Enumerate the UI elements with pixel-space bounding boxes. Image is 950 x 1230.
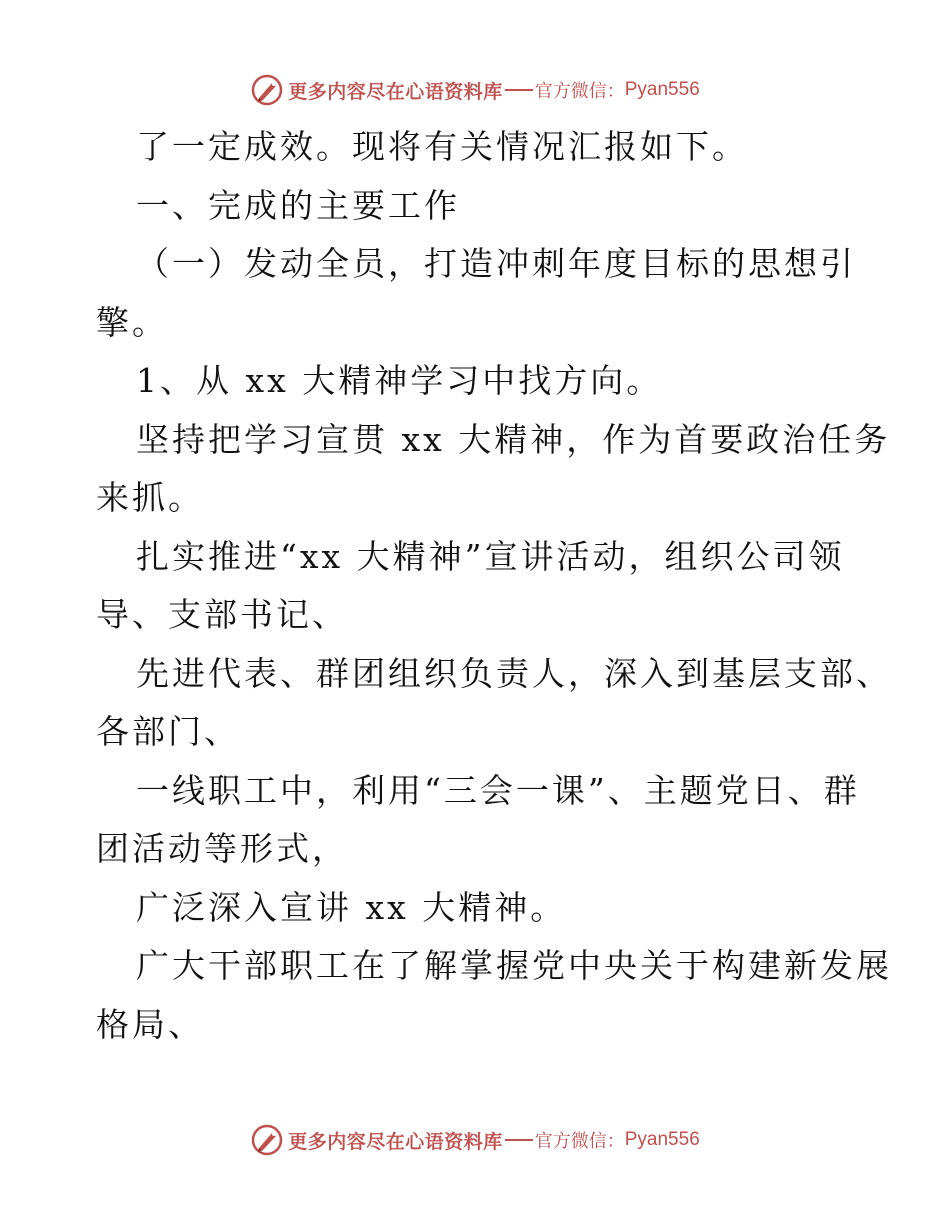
watermark-dash xyxy=(505,1139,533,1141)
text-line: 团活动等形式， xyxy=(96,829,348,868)
footer-watermark xyxy=(0,1120,950,1160)
watermark-main-text: 更多内容尽在心语资料库 xyxy=(288,80,503,103)
text-line: 一、完成的主要工作 xyxy=(136,185,460,225)
text-line: 导、支部书记、 xyxy=(96,595,348,634)
text-line: 各部门、 xyxy=(96,712,240,751)
header-watermark xyxy=(0,70,950,110)
watermark-main-text: 更多内容尽在心语资料库 xyxy=(288,1130,503,1153)
text-line: 扎实推进“xx 大精神”宣讲活动，组织公司领 xyxy=(136,536,845,576)
text-line: 来抓。 xyxy=(96,478,204,517)
watermark-sub-text: 官方微信： xyxy=(534,1131,625,1152)
watermark-wechat-id: Pyan556 xyxy=(624,1129,700,1150)
text-line: 广大干部职工在了解掌握党中央关于构建新发展 xyxy=(136,946,892,985)
text-line: 广泛深入宣讲 xx 大精神。 xyxy=(136,887,567,927)
text-line: 格局、 xyxy=(96,1004,204,1044)
watermark-sub-text: 官方微信： xyxy=(534,81,625,102)
text-line: 坚持把学习宣贯 xx 大精神，作为首要政治任务 xyxy=(136,419,891,459)
text-line: 1、从 xx 大精神学习中找方向。 xyxy=(136,361,663,400)
pen-logo-icon xyxy=(250,1123,284,1157)
watermark-wechat-id: Pyan556 xyxy=(624,79,700,100)
text-line: 一线职工中，利用“三会一课”、主题党日、群 xyxy=(136,770,860,810)
document-body xyxy=(96,118,892,1054)
text-line: （一）发动全员，打造冲刺年度目标的思想引 xyxy=(136,244,856,283)
watermark-dash xyxy=(505,89,533,91)
text-line: 先进代表、群团组织负责人，深入到基层支部、 xyxy=(136,653,892,693)
text-line: 了一定成效。现将有关情况汇报如下。 xyxy=(136,127,748,166)
pen-logo-icon xyxy=(250,73,284,107)
text-line: 擎。 xyxy=(96,302,168,342)
